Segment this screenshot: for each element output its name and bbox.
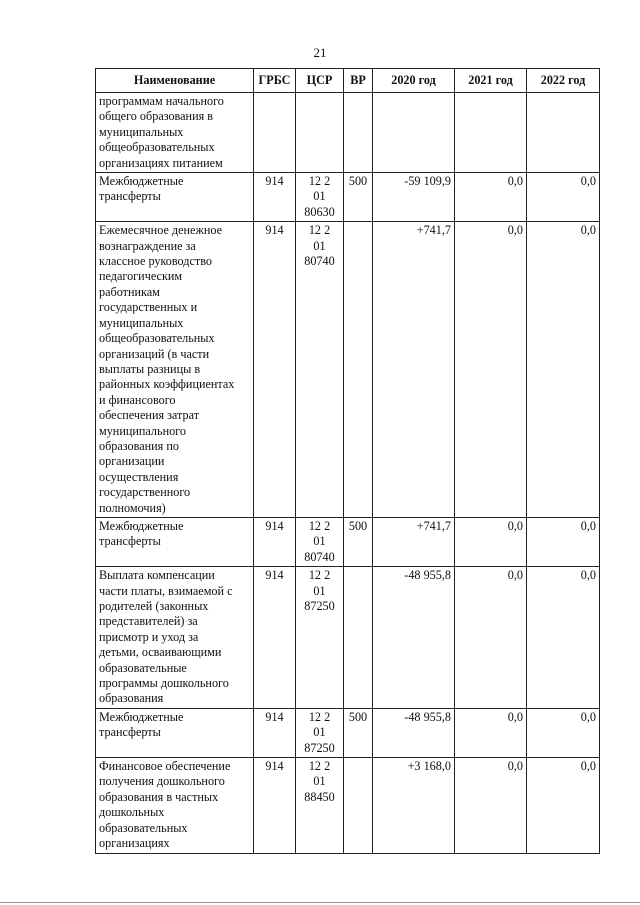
- cell-grbs: 914: [254, 567, 296, 709]
- name-line: государственного: [99, 485, 191, 500]
- header-vr: ВР: [344, 69, 373, 93]
- cell-2021: [455, 93, 527, 173]
- csr-line: 12 2: [308, 223, 331, 238]
- table-row: [96, 222, 600, 518]
- name-line: представителей) за: [99, 614, 198, 629]
- name-line: педагогическим: [99, 269, 183, 284]
- table-row: [96, 758, 600, 853]
- cell-2022: 0,0: [527, 222, 600, 518]
- cell-vr: 500: [344, 708, 373, 757]
- name-line: организациях: [99, 836, 170, 851]
- name-line: организации: [99, 454, 165, 469]
- cell-grbs: 914: [254, 708, 296, 757]
- cell-csr: [296, 93, 344, 173]
- name-line: образовательные: [99, 660, 187, 675]
- name-line: Межбюджетные: [99, 709, 184, 724]
- name-line: родителей (законных: [99, 599, 209, 613]
- cell-name: [96, 173, 254, 222]
- cell-2022: 0,0: [527, 173, 600, 222]
- name-line: трансферты: [99, 725, 161, 740]
- cell-grbs: [254, 93, 296, 173]
- name-line: детьми, осваивающими: [99, 645, 222, 660]
- csr-line: 12 2: [308, 709, 331, 724]
- csr-line: 12 2: [308, 568, 331, 583]
- cell-csr: [296, 222, 344, 518]
- table-row: [96, 173, 600, 222]
- name-line: Ежемесячное денежное: [99, 223, 223, 238]
- table-body: [96, 93, 600, 854]
- name-line: Межбюджетные: [99, 174, 184, 189]
- csr-line: 12 2: [308, 759, 331, 774]
- name-line: Финансовое обеспечение: [99, 759, 231, 774]
- name-line: полномочия): [99, 500, 166, 515]
- table-row: [96, 93, 600, 173]
- cell-2022: 0,0: [527, 708, 600, 757]
- name-line: получения дошкольного: [99, 774, 225, 789]
- cell-2020: +741,7: [373, 517, 455, 566]
- cell-2020: -48 955,8: [373, 708, 455, 757]
- cell-vr: [344, 758, 373, 853]
- header-2021: 2021 год: [455, 69, 527, 93]
- cell-vr: [344, 222, 373, 518]
- cell-grbs: 914: [254, 222, 296, 518]
- name-line: организаций (в части: [99, 346, 210, 361]
- cell-2021: 0,0: [455, 758, 527, 853]
- table-row: [96, 567, 600, 709]
- name-line: организациях питанием: [99, 155, 223, 170]
- name-line: вознаграждение за: [99, 238, 196, 253]
- cell-2020: +741,7: [373, 222, 455, 518]
- cell-2022: 0,0: [527, 517, 600, 566]
- csr-line: 80630: [304, 204, 335, 219]
- csr-line: 87250: [304, 740, 335, 755]
- name-line: классное руководство: [99, 254, 212, 269]
- cell-csr: [296, 758, 344, 853]
- header-2020: 2020 год: [373, 69, 455, 93]
- name-line: выплаты разницы в: [99, 361, 201, 376]
- name-line: работникам: [99, 284, 160, 299]
- name-line: присмотр и уход за: [99, 629, 199, 644]
- csr-line: 12 2: [308, 174, 331, 189]
- budget-table: [95, 68, 600, 854]
- csr-line: 01: [313, 774, 326, 789]
- csr-line: 01: [313, 583, 326, 598]
- cell-grbs: 914: [254, 758, 296, 853]
- name-line: программы дошкольного: [99, 676, 229, 691]
- cell-2020: [373, 93, 455, 173]
- table-header-row: [96, 69, 600, 93]
- cell-2022: [527, 93, 600, 173]
- cell-2021: 0,0: [455, 517, 527, 566]
- name-line: образовательных: [99, 820, 188, 835]
- header-2022: 2022 год: [527, 69, 600, 93]
- cell-name: [96, 93, 254, 173]
- cell-csr: [296, 708, 344, 757]
- csr-line: 80740: [304, 254, 335, 269]
- name-line: программам начального: [99, 94, 224, 108]
- csr-line: 88450: [304, 789, 335, 804]
- cell-csr: [296, 567, 344, 709]
- cell-vr: [344, 93, 373, 173]
- name-line: обеспечения затрат: [99, 408, 200, 423]
- name-line: Выплата компенсации: [99, 568, 215, 583]
- name-line: муниципальных: [99, 315, 184, 330]
- cell-grbs: 914: [254, 517, 296, 566]
- csr-line: 12 2: [308, 518, 331, 533]
- csr-line: 01: [313, 534, 326, 549]
- name-line: образования в частных: [99, 789, 219, 804]
- name-line: и финансового: [99, 392, 176, 407]
- name-line: муниципальных: [99, 124, 184, 139]
- cell-csr: [296, 517, 344, 566]
- name-line: дошкольных: [99, 805, 165, 820]
- name-line: трансферты: [99, 534, 161, 549]
- name-line: части платы, взимаемой с: [99, 583, 233, 598]
- cell-2021: 0,0: [455, 173, 527, 222]
- cell-vr: 500: [344, 517, 373, 566]
- cell-name: [96, 708, 254, 757]
- csr-line: 87250: [304, 599, 335, 613]
- name-line: районных коэффициентах: [99, 377, 235, 392]
- cell-name: [96, 517, 254, 566]
- cell-name: [96, 758, 254, 853]
- name-line: муниципального: [99, 423, 186, 438]
- cell-2020: -59 109,9: [373, 173, 455, 222]
- csr-line: 01: [313, 238, 326, 253]
- cell-grbs: 914: [254, 173, 296, 222]
- name-line: Межбюджетные: [99, 518, 184, 533]
- cell-2021: 0,0: [455, 708, 527, 757]
- scan-edge-line: [0, 902, 640, 903]
- name-line: общеобразовательных: [99, 140, 215, 155]
- cell-2020: +3 168,0: [373, 758, 455, 853]
- header-name: Наименование: [96, 69, 254, 93]
- cell-2022: 0,0: [527, 567, 600, 709]
- cell-2021: 0,0: [455, 222, 527, 518]
- name-line: государственных и: [99, 300, 198, 315]
- cell-2020: -48 955,8: [373, 567, 455, 709]
- page-number: 21: [313, 45, 327, 60]
- cell-name: [96, 567, 254, 709]
- header-csr: ЦСР: [296, 69, 344, 93]
- csr-line: 01: [313, 189, 326, 204]
- table-row: [96, 517, 600, 566]
- name-line: трансферты: [99, 189, 161, 204]
- cell-2022: 0,0: [527, 758, 600, 853]
- cell-vr: 500: [344, 173, 373, 222]
- name-line: образования: [99, 691, 164, 706]
- cell-vr: [344, 567, 373, 709]
- name-line: осуществления: [99, 469, 179, 484]
- cell-name: [96, 222, 254, 518]
- header-grbs: ГРБС: [254, 69, 296, 93]
- csr-line: 80740: [304, 549, 335, 564]
- csr-line: 01: [313, 725, 326, 740]
- name-line: образования по: [99, 438, 179, 453]
- name-line: общего образования в: [99, 109, 214, 124]
- cell-2021: 0,0: [455, 567, 527, 709]
- table-row: [96, 708, 600, 757]
- name-line: общеобразовательных: [99, 331, 215, 346]
- cell-csr: [296, 173, 344, 222]
